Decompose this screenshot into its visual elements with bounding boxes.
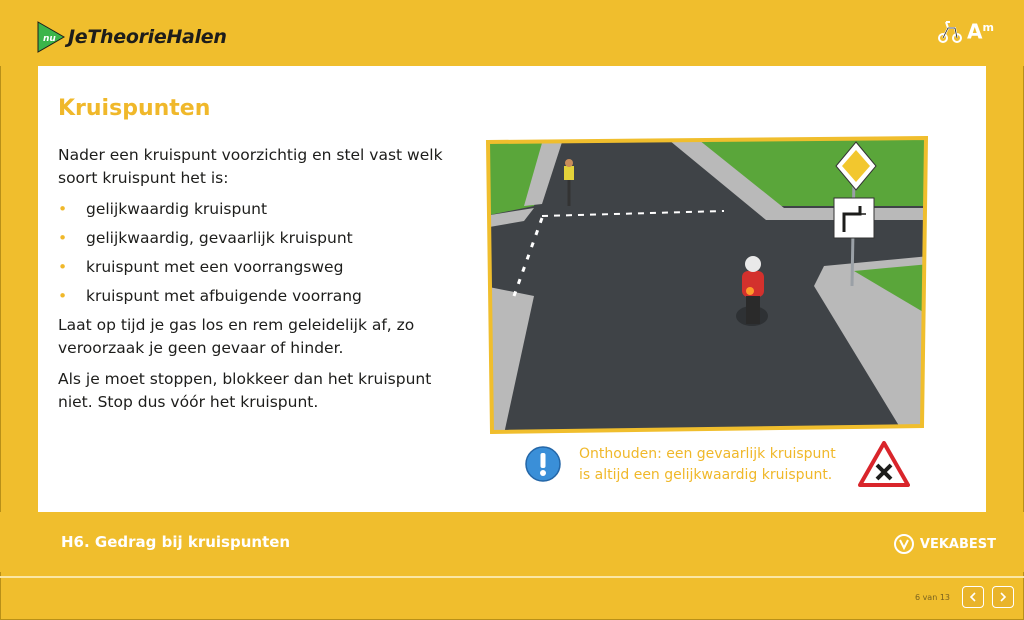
logo-play-icon: [36, 20, 66, 54]
prev-button[interactable]: [962, 586, 984, 608]
chevron-left-icon: [968, 592, 978, 602]
app-logo: [36, 20, 227, 54]
chevron-right-icon: [998, 592, 1008, 602]
publisher-name: VEKABEST: [919, 536, 996, 552]
progress-line: [0, 576, 1024, 578]
list-item: • gelijkwaardig, gevaarlijk kruispunt: [58, 227, 458, 250]
app-name: JeTheorieHalen: [68, 26, 227, 48]
body-text: [58, 144, 458, 422]
next-button[interactable]: [992, 586, 1014, 608]
chapter-title: H6. Gedrag bij kruispunten: [61, 533, 291, 551]
crossing-types-list: [58, 198, 458, 308]
pager: [915, 586, 1014, 608]
list-item: • kruispunt met een voorrangsweg: [58, 256, 458, 279]
moped-icon: [937, 18, 963, 44]
publisher-logo: [894, 534, 996, 554]
list-item: • gelijkwaardig kruispunt: [58, 198, 458, 221]
dangerous-crossing-sign-icon: [858, 441, 910, 487]
top-bar: [0, 0, 1024, 66]
page-count: 6 van 13: [914, 592, 950, 602]
reminder-note: [524, 441, 914, 489]
reminder-text: Onthouden: een gevaarlijk kruispunt is altijd een gelijkwaardig kruispunt.: [579, 446, 836, 483]
category-label: $A^m$: [967, 19, 994, 44]
content-card: [38, 66, 986, 512]
vekabest-mark-icon: [894, 534, 914, 554]
paragraph-brake: Laat op tijd je gas los en rem geleidelijk af, zo veroorzaak je geen gevaar of hinder.: [58, 316, 415, 357]
intro-text: Nader een kruispunt voorzichtig en stel vast welk soort kruispunt het is:: [58, 146, 443, 187]
intersection-illustration: [484, 136, 930, 434]
paragraph-stop: Als je moet stoppen, blokkeer dan het kruispunt niet. Stop dus vóór het kruispunt.: [58, 370, 432, 411]
page-title: Kruispunten: [58, 96, 211, 121]
list-item: • kruispunt met afbuigende voorrang: [58, 285, 458, 308]
category-indicator: [937, 18, 994, 44]
info-icon: [524, 445, 562, 483]
logo-badge: nu: [43, 34, 56, 44]
